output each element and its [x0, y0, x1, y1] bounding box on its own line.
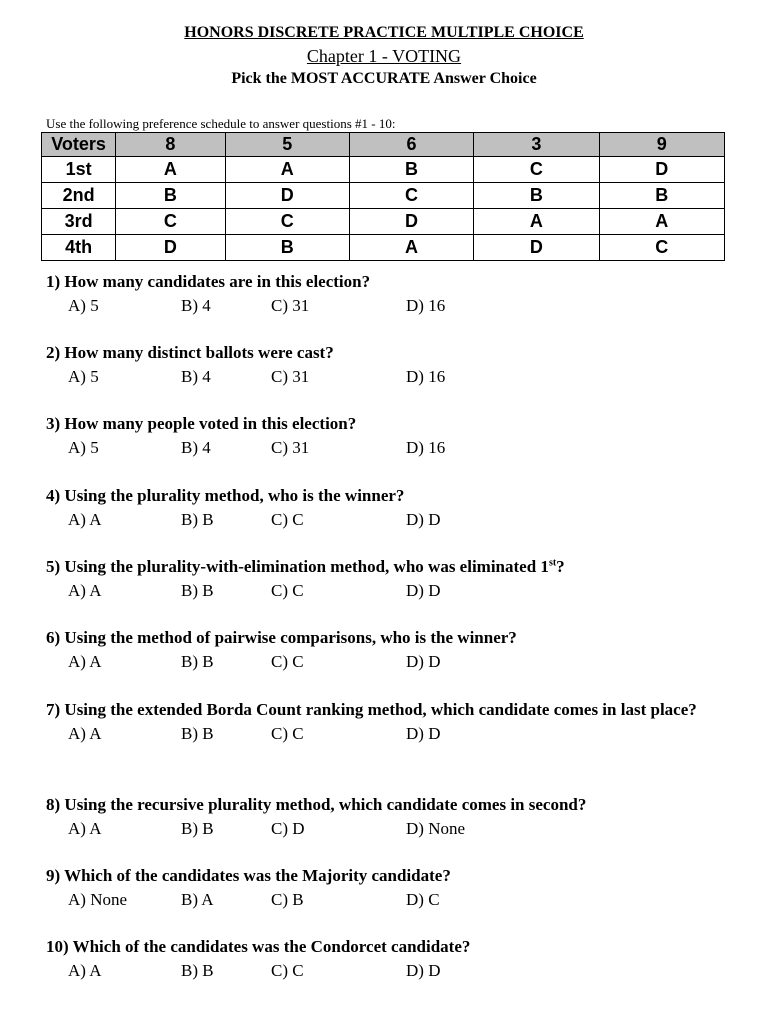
- table-header-cell: 5: [225, 133, 349, 157]
- instruction-text: Pick the MOST ACCURATE Answer Choice: [231, 70, 537, 87]
- question-text: [46, 626, 736, 650]
- choice-c: C) B: [271, 890, 304, 909]
- table-header-cell: 8: [116, 133, 225, 157]
- candidate-cell: B: [599, 183, 724, 209]
- answer-choices: [46, 436, 736, 460]
- candidate-cell: C: [599, 235, 724, 261]
- answer-choices: [46, 294, 736, 318]
- candidate-cell: D: [474, 235, 599, 261]
- candidate-cell: A: [225, 157, 349, 183]
- choice-c: C) C: [271, 961, 304, 980]
- choice-d: D) C: [406, 890, 440, 909]
- table-row: [42, 183, 725, 209]
- rank-cell: 2nd: [42, 183, 116, 209]
- question-text: [46, 341, 736, 365]
- choice-a: A) A: [68, 961, 102, 980]
- choice-a: A) A: [68, 819, 102, 838]
- choice-c: C) C: [271, 581, 304, 600]
- candidate-cell: D: [225, 183, 349, 209]
- choice-b: B) B: [181, 724, 214, 743]
- question-1: [46, 270, 736, 318]
- choice-a: A) 5: [68, 367, 99, 386]
- choice-b: B) 4: [181, 367, 211, 386]
- choice-c: C) 31: [271, 438, 310, 457]
- question-text-main: 1) How many candidates are in this election?: [46, 272, 371, 291]
- answer-choices: [46, 365, 736, 389]
- question-text-main: 8) Using the recursive plurality method, which candidate comes in second?: [46, 795, 587, 814]
- answer-choices: [46, 508, 736, 532]
- choice-a: A) 5: [68, 296, 99, 315]
- choice-c: C) C: [271, 652, 304, 671]
- question-2: [46, 341, 736, 389]
- candidate-cell: A: [474, 209, 599, 235]
- question-text: [46, 484, 736, 508]
- choice-d: D) D: [406, 961, 441, 980]
- table-header-cell: 3: [474, 133, 599, 157]
- answer-choices: [46, 650, 736, 674]
- answer-choices: [46, 817, 736, 841]
- table-header-row: [42, 133, 725, 157]
- candidate-cell: A: [599, 209, 724, 235]
- question-text-main: 10) Which of the candidates was the Condorcet candidate?: [46, 937, 471, 956]
- choice-b: B) B: [181, 652, 214, 671]
- rank-cell: 1st: [42, 157, 116, 183]
- question-text-main: 5) Using the plurality-with-elimination method, who was eliminated 1: [46, 557, 549, 576]
- question-text: [46, 864, 736, 888]
- candidate-cell: C: [225, 209, 349, 235]
- candidate-cell: B: [349, 157, 473, 183]
- question-5: [46, 555, 736, 603]
- table-intro-text: Use the following preference schedule to answer questions #1 - 10:: [46, 116, 396, 131]
- choice-d: D) 16: [406, 296, 446, 315]
- candidate-cell: B: [474, 183, 599, 209]
- question-text: [46, 412, 736, 436]
- choice-b: B) B: [181, 581, 214, 600]
- choice-b: B) B: [181, 510, 214, 529]
- question-text: [46, 793, 736, 817]
- question-text-main: 4) Using the plurality method, who is the winner?: [46, 486, 405, 505]
- table-header-cell: 9: [599, 133, 724, 157]
- choice-d: D) D: [406, 510, 441, 529]
- choice-c: C) C: [271, 724, 304, 743]
- choice-d: D) 16: [406, 367, 446, 386]
- candidate-cell: A: [349, 235, 473, 261]
- choice-b: B) B: [181, 961, 214, 980]
- question-text-main: 9) Which of the candidates was the Majority candidate?: [46, 866, 451, 885]
- choice-d: D) 16: [406, 438, 446, 457]
- candidate-cell: B: [225, 235, 349, 261]
- choice-b: B) B: [181, 819, 214, 838]
- choice-d: D) D: [406, 581, 441, 600]
- candidate-cell: D: [349, 209, 473, 235]
- choice-a: A) A: [68, 581, 102, 600]
- answer-choices: [46, 959, 736, 983]
- candidate-cell: D: [599, 157, 724, 183]
- choice-c: C) C: [271, 510, 304, 529]
- question-9: [46, 864, 736, 912]
- question-text-main: 3) How many people voted in this election?: [46, 414, 357, 433]
- choice-c: C) 31: [271, 296, 310, 315]
- candidate-cell: A: [116, 157, 225, 183]
- choice-d: D) D: [406, 724, 441, 743]
- question-text: [46, 698, 736, 722]
- question-8: [46, 793, 736, 841]
- choice-a: A) A: [68, 510, 102, 529]
- question-text: [46, 270, 736, 294]
- question-4: [46, 484, 736, 532]
- question-text-end: ?: [556, 557, 565, 576]
- answer-choices: [46, 722, 736, 746]
- choice-c: C) 31: [271, 367, 310, 386]
- table-row: [42, 157, 725, 183]
- ordinal-suffix: st: [548, 557, 557, 569]
- question-7: [46, 698, 736, 746]
- answer-choices: [46, 888, 736, 912]
- choice-b: B) A: [181, 890, 214, 909]
- preference-schedule-table: [41, 132, 725, 261]
- rank-cell: 4th: [42, 235, 116, 261]
- question-text: [46, 935, 736, 959]
- candidate-cell: C: [116, 209, 225, 235]
- candidate-cell: C: [349, 183, 473, 209]
- choice-a: A) None: [68, 890, 128, 909]
- candidate-cell: B: [116, 183, 225, 209]
- question-10: [46, 935, 736, 983]
- table-header-cell: 6: [349, 133, 473, 157]
- table-row: [42, 235, 725, 261]
- candidate-cell: C: [474, 157, 599, 183]
- question-text-main: 6) Using the method of pairwise comparisons, who is the winner?: [46, 628, 517, 647]
- question-6: [46, 626, 736, 674]
- choice-b: B) 4: [181, 296, 211, 315]
- choice-a: A) 5: [68, 438, 99, 457]
- question-text: [46, 555, 736, 579]
- choice-a: A) A: [68, 652, 102, 671]
- table-row: [42, 209, 725, 235]
- question-text-main: 7) Using the extended Borda Count ranking method, which candidate comes in last place?: [46, 700, 697, 719]
- page-title: HONORS DISCRETE PRACTICE MULTIPLE CHOICE: [184, 24, 584, 41]
- candidate-cell: D: [116, 235, 225, 261]
- question-text-main: 2) How many distinct ballots were cast?: [46, 343, 334, 362]
- chapter-heading: Chapter 1 - VOTING: [306, 46, 462, 66]
- rank-cell: 3rd: [42, 209, 116, 235]
- choice-d: D) None: [406, 819, 466, 838]
- choice-c: C) D: [271, 819, 305, 838]
- question-3: [46, 412, 736, 460]
- table-header-cell: Voters: [42, 133, 116, 157]
- answer-choices: [46, 579, 736, 603]
- choice-b: B) 4: [181, 438, 211, 457]
- choice-d: D) D: [406, 652, 441, 671]
- choice-a: A) A: [68, 724, 102, 743]
